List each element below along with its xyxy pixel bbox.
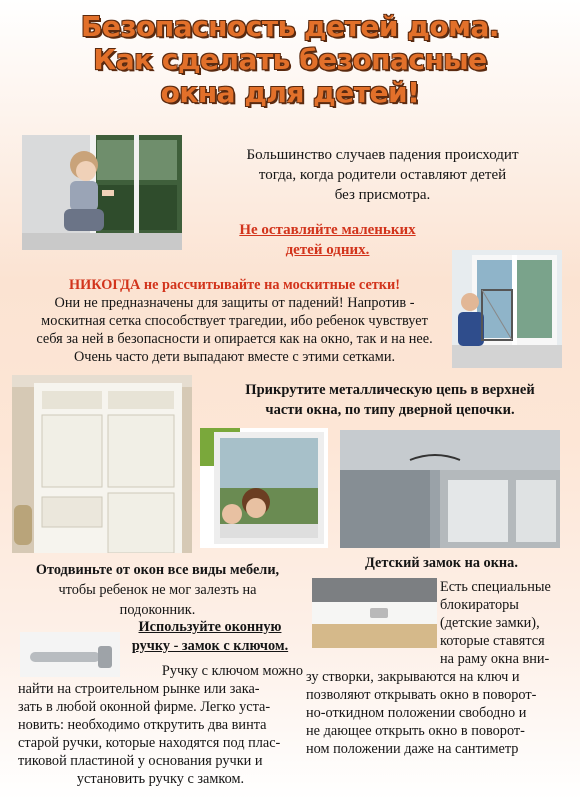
warning-text — [195, 220, 460, 260]
chain-tip — [210, 380, 570, 420]
blockers-line-2: блокираторы — [440, 597, 519, 613]
blockers-cont-line-2: позволяют открывать окно в поворот- — [306, 687, 537, 703]
blockers-cont-line-1: зу створки, закрываются на ключ и — [306, 669, 520, 685]
warning-line-2: детей одних. — [285, 242, 370, 258]
handle-body-line-6: тиковой пластиной у основания ручки и — [18, 753, 263, 769]
title-line-1: Безопасность детей дома. — [81, 10, 499, 43]
title-line-2: Как сделать безопасные — [93, 43, 487, 76]
furniture-tip-line-3: подоконник. — [119, 602, 196, 618]
furniture-tip-line-2: чтобы ребенок не мог залезть на — [58, 582, 257, 598]
nets-line-2: москитная сетка способствует трагедии, ибо ребенок чувствует — [41, 313, 428, 329]
blockers-text-continued — [306, 668, 576, 758]
handle-body-line-7: установить ручку с замком. — [76, 771, 245, 787]
photo-mosquito-net — [452, 250, 562, 368]
nets-section — [12, 276, 457, 366]
chain-tip-line-2: части окна, по типу дверной цепочки. — [265, 402, 515, 418]
blockers-cont-line-3: но-откидном положении свободно и — [306, 705, 527, 721]
photo-window-chain — [340, 430, 560, 548]
furniture-tip-line-1: Отодвиньте от окон все виды мебели, — [35, 562, 280, 578]
handle-body-line-5: старой ручки, которые находятся под плас- — [18, 735, 281, 751]
handle-body — [18, 662, 303, 788]
handle-tip-line-2: ручку - замок с ключом. — [131, 638, 289, 654]
photo-mother-child-window — [200, 428, 328, 548]
blockers-line-1: Есть специальные — [440, 579, 551, 595]
blockers-line-5: на раму окна вни- — [440, 651, 550, 667]
intro-line-3: без присмотра. — [334, 187, 431, 203]
photo-girl-at-window — [22, 135, 182, 250]
page-title — [0, 10, 580, 109]
handle-body-line-4: новить: необходимо открутить два винта — [18, 717, 267, 733]
handle-body-line-2: найти на строительном рынке или зака- — [18, 681, 260, 697]
chain-tip-line-1: Прикрутите металлическую цепь в верхней — [245, 382, 535, 398]
nets-line-1: Они не предназначены для защиты от падений! Напротив - — [54, 295, 415, 311]
child-lock-caption: Детский замок на окна. — [365, 555, 518, 571]
handle-body-line-1: Ручку с ключом можно — [161, 663, 303, 679]
nets-line-4: Очень часто дети выпадают вместе с этими сетками. — [73, 349, 396, 365]
nets-line-3: себя за ней в безопасности и опирается как на окно, так и на нее. — [36, 331, 433, 347]
intro-text — [195, 145, 570, 205]
blockers-cont-line-4: не дающее открыть окно в поворот- — [306, 723, 525, 739]
intro-line-2: тогда, когда родители оставляют детей — [258, 167, 507, 183]
blockers-line-3: (детские замки), — [440, 615, 540, 631]
blockers-line-4: которые ставятся — [440, 633, 545, 649]
intro-line-1: Большинство случаев падения происходит — [246, 147, 519, 163]
warning-line-1: Не оставляйте маленьких — [239, 222, 416, 238]
title-line-3: окна для детей! — [160, 76, 420, 109]
blockers-text — [440, 578, 575, 668]
photo-balcony-door — [12, 375, 192, 553]
furniture-tip — [10, 560, 305, 620]
nets-heading: НИКОГДА не рассчитывайте на москитные сетки! — [68, 277, 401, 293]
handle-tip — [115, 618, 305, 656]
handle-tip-line-1: Используйте оконную — [138, 619, 282, 635]
photo-window-lock — [312, 578, 437, 648]
blockers-cont-line-5: ном положении даже на сантиметр — [306, 741, 519, 757]
handle-body-line-3: зать в любой оконной фирме. Легко уста- — [18, 699, 271, 715]
